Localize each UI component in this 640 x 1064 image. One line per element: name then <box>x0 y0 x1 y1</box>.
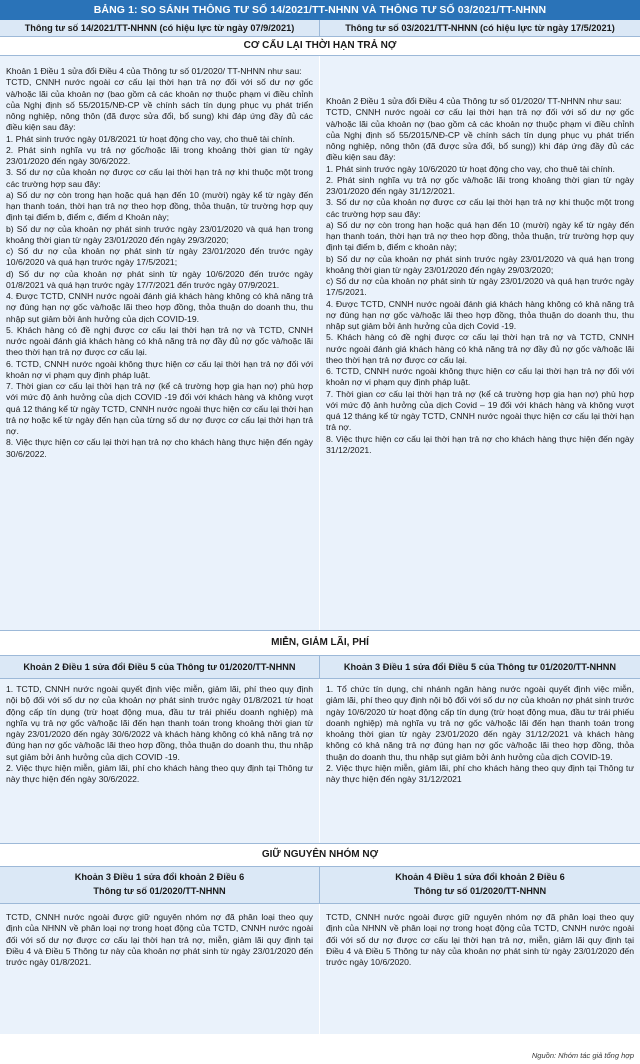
paragraph: 4. Được TCTD, CNNH nước ngoài đánh giá khách hàng không có khả năng trả nợ đúng hạn nợ gốc và/hoặc lãi theo hợp đồng, thỏa thuận do doanh thu, thu nhập sụt giảm bởi ảnh hưởng của dịch Covid -19. <box>326 298 634 331</box>
paragraph: 3. Số dư nợ của khoản nợ được cơ cấu lại thời hạn trả nợ khi thuộc một trong các trường hợp sau đây: <box>326 197 634 219</box>
section-title-restructure: CƠ CẤU LẠI THỜI HẠN TRẢ NỢ <box>0 37 640 56</box>
section-title-debt-group: GIỮ NGUYÊN NHÓM NỢ <box>0 843 640 867</box>
paragraph: 1. Phát sinh trước ngày 01/8/2021 từ hoạt động cho vay, cho thuê tài chính. <box>6 133 295 144</box>
debt-group-left-header-line2: Thông tư số 01/2020/TT-NHNN <box>93 886 226 896</box>
debt-group-subheaders <box>0 867 640 904</box>
debt-group-right-header-line2: Thông tư số 01/2020/TT-NHNN <box>413 886 547 896</box>
paragraph: TCTD, CNNH nước ngoài cơ cấu lại thời hạn trả nợ đối với số dư nợ gốc và/hoặc lãi của khoản nợ (bao gồm cả các khoản nợ thuộc phạm vi điều chỉnh của Nghị định số 55/2015/NĐ-CP về chính sách tín dụng phục vụ phát triển nông nghiệp, nông thôn (đã được sửa đổi, bổ sung) khi đáp ứng đầy đủ các điều kiện sau đây: <box>6 77 313 133</box>
debt-group-right-header <box>320 867 640 903</box>
debt-group-right-header-line1: Khoản 4 Điều 1 sửa đổi khoản 2 Điều 6 <box>395 872 565 882</box>
paragraph: d) Số dư nợ của khoản nợ phát sinh từ ngày 10/6/2020 đến trước ngày 01/8/2021 và quá hạn trước ngày 17/7/2021 đến trước ngày 07/9/2021. <box>6 268 313 290</box>
paragraph: TCTD, CNNH nước ngoài được giữ nguyên nhóm nợ đã phân loại theo quy định của NHNN về phân loại nợ trong hoạt động của TCTD, CNNH nước ngoài đối với số dư nợ được cơ cấu lại thời hạn trả nợ, miễn, giảm lãi quy định tại Điều 4 và Điều 5 Thông tư này của khoản nợ phát sinh từ ngày 23/01/2020 đến trước ngày 10/6/2020. <box>326 912 634 967</box>
paragraph: c) Số dư nợ của khoản nợ phát sinh từ ngày 23/01/2020 và quá hạn trước ngày 17/5/2021. <box>326 276 634 298</box>
paragraph: b) Số dư nợ của khoản nợ phát sinh trước ngày 23/01/2020 và quá hạn trong khoảng thời gian từ ngày 23/01/2020 đến ngày 29/3/2020; <box>6 223 313 245</box>
paragraph: 3. Số dư nợ của khoản nợ được cơ cấu lại thời hạn trả nợ khi thuộc một trong các trường hợp sau đây: <box>6 167 313 189</box>
paragraph: 4. Được TCTD, CNNH nước ngoài đánh giá khách hàng không có khả năng trả nợ đúng hạn nợ gốc và/hoặc lãi theo hợp đồng, thỏa thuận do doanh thu, thu nhập sụt giảm bởi ảnh hưởng của dịch COVID-19. <box>6 291 313 324</box>
debt-group-left <box>0 904 320 1034</box>
paragraph: 8. Việc thực hiện cơ cấu lại thời hạn trả nợ cho khách hàng thực hiện đến ngày 31/12/2021. <box>326 433 634 455</box>
column-headers <box>0 20 640 37</box>
paragraph: a) Số dư nợ còn trong hạn hoặc quá hạn đến 10 (mười) ngày kể từ ngày đến hạn thanh toán, thời hạn trả nợ theo hợp đồng, thỏa thuận, trừ trường hợp quy định tại điểm b, điểm c khoản này; <box>326 219 634 253</box>
paragraph: 6. TCTD, CNNH nước ngoài không thực hiện cơ cấu lại thời hạn trả nợ đối với khoản nợ vi phạm quy định pháp luật. <box>6 358 313 380</box>
left-column-header: Thông tư số 14/2021/TT-NHNN (có hiệu lực từ ngày 07/9/2021) <box>0 20 320 36</box>
paragraph: 2. Việc thực hiện miễn, giảm lãi, phí cho khách hàng theo quy định tại Thông tư này thực hiện đến ngày 30/6/2022. <box>6 762 313 784</box>
interest-left-header: Khoản 2 Điều 1 sửa đổi Điều 5 của Thông tư 01/2020/TT-NHNN <box>0 656 320 678</box>
paragraph: 8. Việc thực hiện cơ cấu lại thời hạn trả nợ cho khách hàng thực hiện đến ngày 30/6/2022. <box>6 437 313 459</box>
section-body-interest <box>0 679 640 843</box>
debt-group-left-header <box>0 867 320 903</box>
paragraph: c) Số dư nợ của khoản nợ phát sinh từ ngày 23/01/2020 đến trước ngày 10/6/2020 và quá hạn trước ngày 17/5/2021; <box>6 246 313 268</box>
paragraph: 2. Phát sinh nghĩa vụ trả nợ gốc và/hoặc lãi trong khoảng thời gian từ ngày 23/01/2020 đến ngày 31/12/2021. <box>326 174 634 196</box>
interest-right <box>320 679 640 843</box>
paragraph: 5. Khách hàng có đề nghị được cơ cấu lại thời hạn trả nợ và TCTD, CNNH nước ngoài đánh giá khách hàng có khả năng trả nợ đầy đủ nợ gốc và/hoặc lãi theo thời hạn trả nợ được cơ cấu lại. <box>6 324 313 358</box>
paragraph: Khoản 1 Điều 1 sửa đổi Điều 4 của Thông tư số 01/2020/ TT-NHNN như sau: <box>6 66 302 76</box>
paragraph: 7. Thời gian cơ cấu lại thời hạn trả nợ (kể cả trường hợp gia hạn nợ) phù hợp với mức độ ảnh hưởng của dịch Covid – 19 đối với khách hàng và không vượt quá 12 tháng kể từ ngày TCTD, CNNH nước ngoài thực hiện cơ cấu lại thời hạn trả nợ. <box>326 388 634 433</box>
interest-right-header: Khoản 3 Điều 1 sửa đổi Điều 5 của Thông tư 01/2020/TT-NHNN <box>343 662 617 672</box>
paragraph: 1. Phát sinh trước ngày 10/6/2020 từ hoạt động cho vay, cho thuê tài chính. <box>326 163 615 174</box>
paragraph: a) Số dư nợ còn trong hạn hoặc quá hạn đến 10 (mười) ngày kể từ ngày đến hạn thanh toán, thời hạn trả nợ theo hợp đồng, thỏa thuận, từ trường hợp quy định tại điểm b, điểm c, điểm d Khoản này; <box>6 189 313 223</box>
section-body-restructure <box>0 56 640 630</box>
restructure-left <box>0 56 320 630</box>
interest-subheaders <box>0 656 640 679</box>
right-column-header: Thông tư số 03/2021/TT-NHNN (có hiệu lực từ ngày 17/5/2021) <box>345 23 615 33</box>
paragraph: Khoản 2 Điều 1 sửa đổi Điều 4 của Thông tư số 01/2020/ TT-NHNN như sau: <box>326 96 622 106</box>
paragraph: b) Số dư nợ của khoản nợ phát sinh trước ngày 23/01/2020 và quá hạn trong khoảng thời gian từ ngày 23/01/2020 đến ngày 29/03/2020; <box>326 253 634 275</box>
paragraph: TCTD, CNNH nước ngoài được giữ nguyên nhóm nợ đã phân loại theo quy định của NHNN về phân loại nợ trong hoạt động của TCTD, CNNH nước ngoài đối với số dư nợ được cơ cấu lại thời hạn trả nợ, miễn, giảm lãi quy định tại Điều 4 và Điều 5 Thông tư này của khoản nợ phát sinh từ ngày 23/01/2020 đến trước ngày 01/8/2021. <box>6 912 313 967</box>
paragraph: 5. Khách hàng có đề nghị được cơ cấu lại thời hạn trả nợ và TCTD, CNNH nước ngoài đánh giá khách hàng có khả năng trả nợ đầy đủ nợ gốc và/hoặc lãi theo thời hạn trả nợ được cơ cấu lại. <box>326 332 634 365</box>
paragraph: 2. Việc thực hiện miễn, giảm lãi, phí cho khách hàng theo quy định tại Thông tư này thực hiện đến ngày 31/12/2021 <box>326 762 634 784</box>
paragraph: 1. TCTD, CNNH nước ngoài quyết định việc miễn, giảm lãi, phí theo quy định nội bộ đối với số dư nợ của khoản nợ phát sinh trước ngày 01/8/2021 từ hoạt động cấp tín dụng (trừ hoạt động mua, đầu tư trái phiếu doanh nghiệp) mà nghĩa vụ trả nợ gốc và/hoặc lãi đến hạn thanh toán trong khoảng thời gian từ ngày 23/01/2020 đến ngày 30/6/2022 và khách hàng không có khả năng trả nợ đúng hạn nợ gốc và/hoặc lãi theo hợp đồng, thỏa thuận do doanh thu, thu nhập sụt giảm bởi ảnh hưởng của dịch COVID -19. <box>6 684 313 762</box>
interest-left <box>0 679 320 843</box>
paragraph: 7. Thời gian cơ cấu lại thời hạn trả nợ (kể cả trường hợp gia hạn nợ) phù hợp với mức độ ảnh hưởng của dịch COVID -19 đối với khách hàng và không vượt quá 12 tháng kể từ ngày TCTD, CNNH nước ngoài thực hiện cơ cấu lại thời hạn trả nợ hoặc kể từ ngày đến hạn của từng số dư nợ được cơ cấu lại thời hạn trả nợ. <box>6 381 313 436</box>
section-title-interest: MIỄN, GIẢM LÃI, PHÍ <box>0 630 640 656</box>
table-title: BẢNG 1: SO SÁNH THÔNG TƯ SỐ 14/2021/TT-NHNN VÀ THÔNG TƯ SỐ 03/2021/TT-NHNN <box>0 0 640 20</box>
debt-group-left-header-line1: Khoản 3 Điều 1 sửa đổi khoản 2 Điều 6 <box>74 872 245 882</box>
source-note: Nguồn: Nhóm tác giả tổng hợp <box>531 1051 634 1060</box>
paragraph: 2. Phát sinh nghĩa vụ trả nợ gốc/hoặc lãi trong khoảng thời gian từ ngày 23/01/2020 đến ngày 30/6/2022. <box>6 144 313 166</box>
restructure-right <box>320 56 640 630</box>
paragraph: 1. Tổ chức tín dụng, chi nhánh ngân hàng nước ngoài quyết định việc miễn, giảm lãi, phí theo quy định nội bộ đối với số dư nợ của khoản nợ phát sinh trước ngày 10/6/2020 từ hoạt động cấp tín dụng (trừ hoạt động mua, đầu tư trái phiếu doanh nghiệp) mà nghĩa vụ trả nợ gốc và/hoặc lãi đến hạn thanh toán trong khoảng thời gian từ ngày 23/01/2020 đến ngày 31/12/2021 và khách hàng không có khả năng trả nợ đúng hạn nợ gốc và/hoặc lãi theo hợp đồng, thỏa thuận do doanh thu, thu nhập sụt giảm bởi ảnh hưởng của dịch COVID-19. <box>326 684 634 762</box>
section-body-debt-group <box>0 904 640 1034</box>
paragraph: 6. TCTD, CNNH nước ngoài không thực hiện cơ cấu lại thời hạn trả nợ đối với khoản nợ vi phạm quy định pháp luật. <box>326 366 634 388</box>
debt-group-right <box>320 904 640 1034</box>
paragraph: TCTD, CNNH nước ngoài cơ cấu lại thời hạn trả nợ đối với số dư nợ gốc và/hoặc lãi của khoản nợ (bao gồm cả các khoản nợ thuộc phạm vi điều chỉnh của Nghị định số 55/2015/NĐ-CP về chính sách tín dụng phục vụ phát triển nông nghiệp, nông thôn (đã được sửa đổi, bổ sung)) khi đáp ứng đầy đủ các điều kiện sau đây: <box>326 107 634 163</box>
